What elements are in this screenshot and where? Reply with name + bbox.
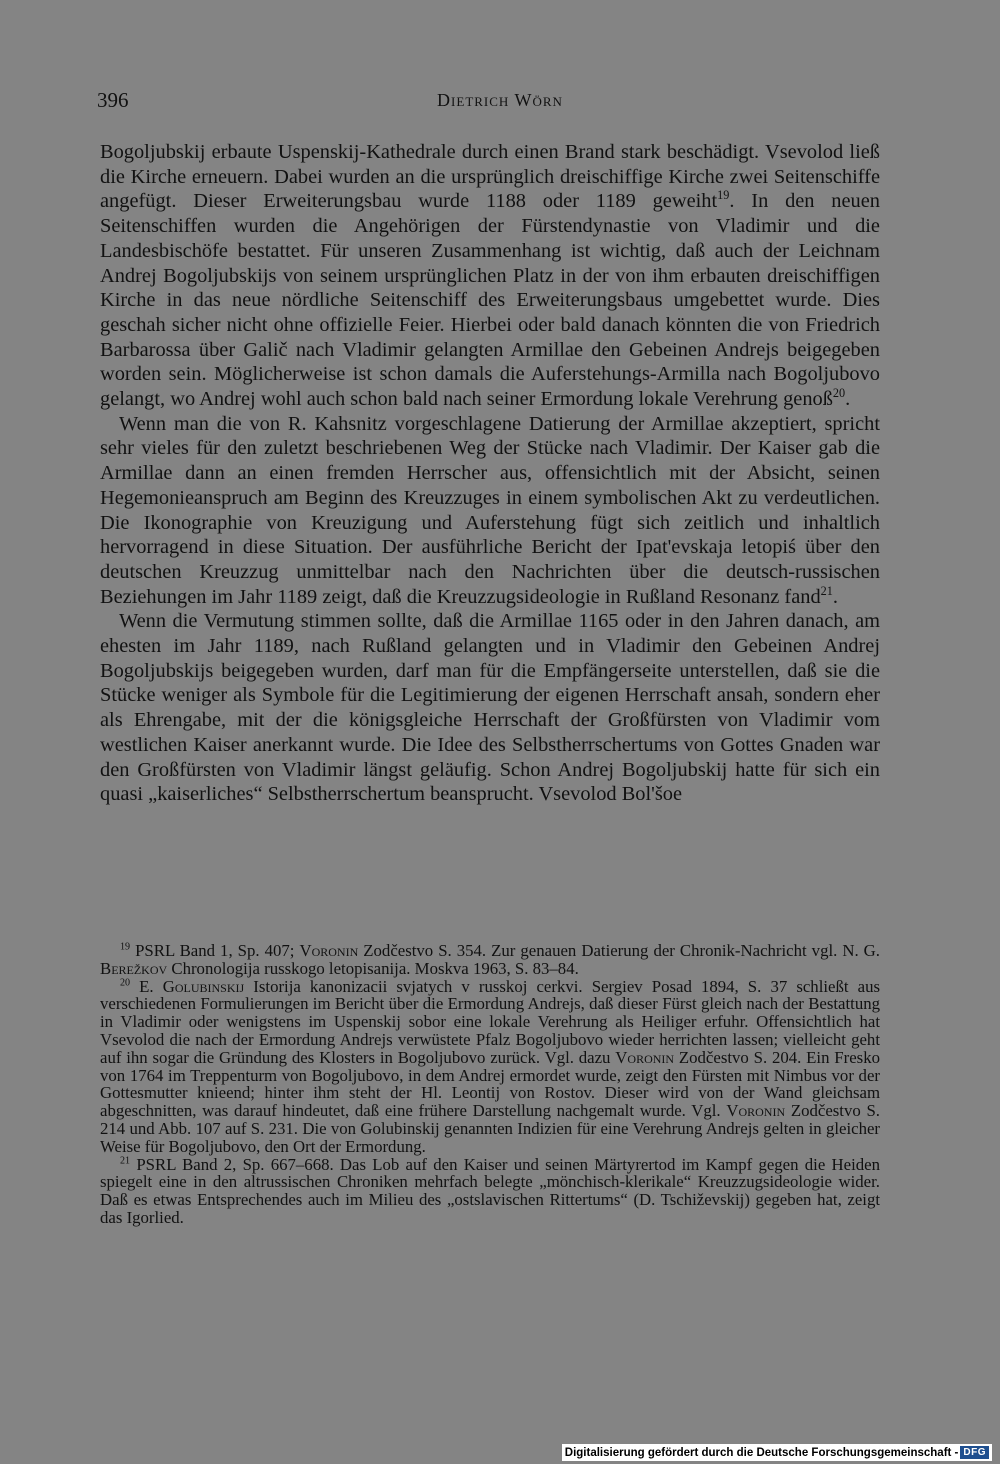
footnote-20-text-cont: Istorija kanonizacii svjatych v russkoj cerkvi. Sergiev Posad 1894, S. 37 schließt aus verschiedenen Formulierungen im Bericht über die Ermordung Andrejs, daß dieser Fürst gleich nach der Bestattung in Vladimir oder wenigstens im Uspenskij sobor eine lokale Verehrung als Heiliger erfuhr. Offensichtlich hat Vsevolod die nach der Ermordung Andrejs verwüstete Pfalz Bogoljubovo wieder herrichten lassen; vielleicht geht auf ihn sogar die Gründung des Klosters in Bogoljubovo zurück. Vgl. dazu [100,976,880,1067]
author-name: Voronin [726,1101,786,1121]
footnotes [100,942,880,1227]
author-name: Voronin [615,1047,675,1067]
footnote-19-text-end: Chronologija russkogo letopisanija. Moskva 1963, S. 83–84. [167,958,579,978]
paragraph-1 [100,140,880,412]
footnote-ref-20: 20 [832,386,846,401]
author-name: Golubinskij [162,976,245,996]
footnote-19-mark: 19 [120,941,131,953]
paragraph-2 [100,412,880,610]
paragraph-3-text: Wenn die Vermutung stimmen sollte, daß die Armillae 1165 oder in den Jahren danach, am ehesten im Jahr 1189, nach Rußland gelangten und in Vladimir den Gebeinen Andrej Bogoljubskijs beigegeben wurden, darf man für die Empfängerseite unterstellen, daß sie die Stücke weniger als Symbole für die Legitimierung der eigenen Herrschaft ansah, sondern eher als Ehrengabe, mit der die königsgleiche Herrschaft der Großfürsten von Vladimir vom westlichen Kaiser anerkannt wurde. Die Idee des Selbstherrschertums von Gottes Gnaden war den Großfürsten von Vladimir längst geläufig. Schon Andrej Bogoljubskij hatte für sich ein quasi „kaiserliches“ Selbstherrschertum beansprucht. Vsevolod Bol'šoe [100,610,880,806]
footnote-20-mark: 20 [120,977,131,988]
paragraph-1-end: . [845,388,851,411]
footnote-ref-21: 21 [820,583,833,598]
running-head: Dietrich Wörn [437,90,563,110]
footnote-21 [100,1156,880,1227]
paragraph-2-text: Wenn man die von R. Kahsnitz vorgeschlagene Datierung der Armillae akzeptiert, spricht sehr vieles für den zuletzt beschriebenen Weg der Stücke nach Vladimir. Der Kaiser gab die Armillae dann an einen fremden Herrscher aus, offensichtlich mit der Absicht, seinen Hegemonieanspruch am Beginn des Kreuzzuges in einem symbolischen Akt zu verdeutlichen. Die Ikonographie von Kreuzigung und Auferstehung fügt sich zeitlich und inhaltlich hervorragend in diese Situation. Der ausführliche Bericht der Ipat'evskaja letopiś über den deutschen Kreuzzug unmittelbar nach den Nachrichten über die deutsch-russischen Beziehungen im Jahr 1189 zeigt, daß die Kreuzzugsideologie in Rußland Resonanz fand [100,412,880,608]
main-text [100,140,880,807]
footnote-20 [100,978,880,1156]
page-number: 396 [97,88,129,112]
paragraph-1-text-cont: . In den neuen Seitenschiffen wurden die Angehörigen der Fürstendynastie von Vladimir und die Landesbischöfe bestattet. Für unseren Zusammenhang ist wichtig, daß auch der Leichnam Andrej Bogoljubskijs von seinem ursprünglichen Platz in der von ihm erbauten dreischiffigen Kirche in das neue nördliche Seitenschiff des Erweiterungsbaus umgebettet wurde. Dies geschah sicher nicht ohne offizielle Feier. Hierbei oder bald danach könnten die von Friedrich Barbarossa über Galič nach Vladimir gelangten Armillae den Gebeinen Andrejs beigegeben worden sein. Möglicherweise ist schon damals die Auferstehungs-Armilla nach Bogoljubovo gelangt, wo Andrej wohl auch schon bald nach seiner Ermordung lokale Verehrung genoß [100,190,880,411]
footnote-ref-19: 19 [717,188,730,203]
footnote-19 [100,942,880,978]
footnote-21-text: PSRL Band 2, Sp. 667–668. Das Lob auf den Kaiser und seinen Märtyrertod im Kampf gegen die Heiden spiegelt eine in den altrussischen Chroniken mehrfach belegte „mönchisch-klerikale“ Kreuzzugsideologie wider. Daß es etwas Entsprechendes auch im Milieu des „ostslavischen Rittertums“ (D. Tschiževskij) gegeben hat, zeigt das Igorlied. [100,1154,880,1227]
author-name: Voronin [299,941,359,960]
paragraph-2-end: . [832,585,838,608]
footnote-20-text: E. [130,976,163,996]
credit-text: Digitalisierung gefördert durch die Deutsche Forschungsgemeinschaft - [564,1446,959,1459]
dfg-logo-icon: DFG [960,1446,989,1459]
footnote-20-text-cont2: Zodčestvo S. 204. Ein Fresko von 1764 im Treppenturm von Bogoljubovo, in dem Andrej ermordet wurde, zeigt den Fürsten mit Nimbus vor der Gottesmutter knieend; hinter ihm steht der Hl. Leontij von Rostov. Dieser wird von der Wand gleichsam abgeschnitten, was darauf hindeutet, daß eine frühere Darstellung nachgemalt wurde. Vgl. [100,1047,880,1121]
footnote-19-text: PSRL Band 1, Sp. 407; [130,941,300,960]
footnote-19-text-cont: Zodčestvo S. 354. Zur genauen Datierung der Chronik-Nachricht vgl. N. G. [358,941,880,960]
digitization-credit [562,1444,992,1461]
paragraph-1-text: Bogoljubskij erbaute Uspenskij-Kathedrale durch einen Brand stark beschädigt. Vsevolod ließ die Kirche erneuern. Dabei wurden an die ursprünglich dreischiffige Kirche zwei Seitenschiffe angefügt. Dieser Erweiterungsbau wurde 1188 oder 1189 geweiht [100,141,880,213]
paragraph-3 [100,609,880,807]
footnote-21-mark: 21 [120,1154,131,1166]
footnote-20-text-end: Zodčestvo S. 214 und Abb. 107 auf S. 231. Die von Golubinskij genannten Indizien für eine Verehrung Andrejs gelten in gleicher Weise für Bogoljubovo, den Ort der Ermordung. [100,1101,880,1156]
author-name: Berežkov [100,958,168,978]
